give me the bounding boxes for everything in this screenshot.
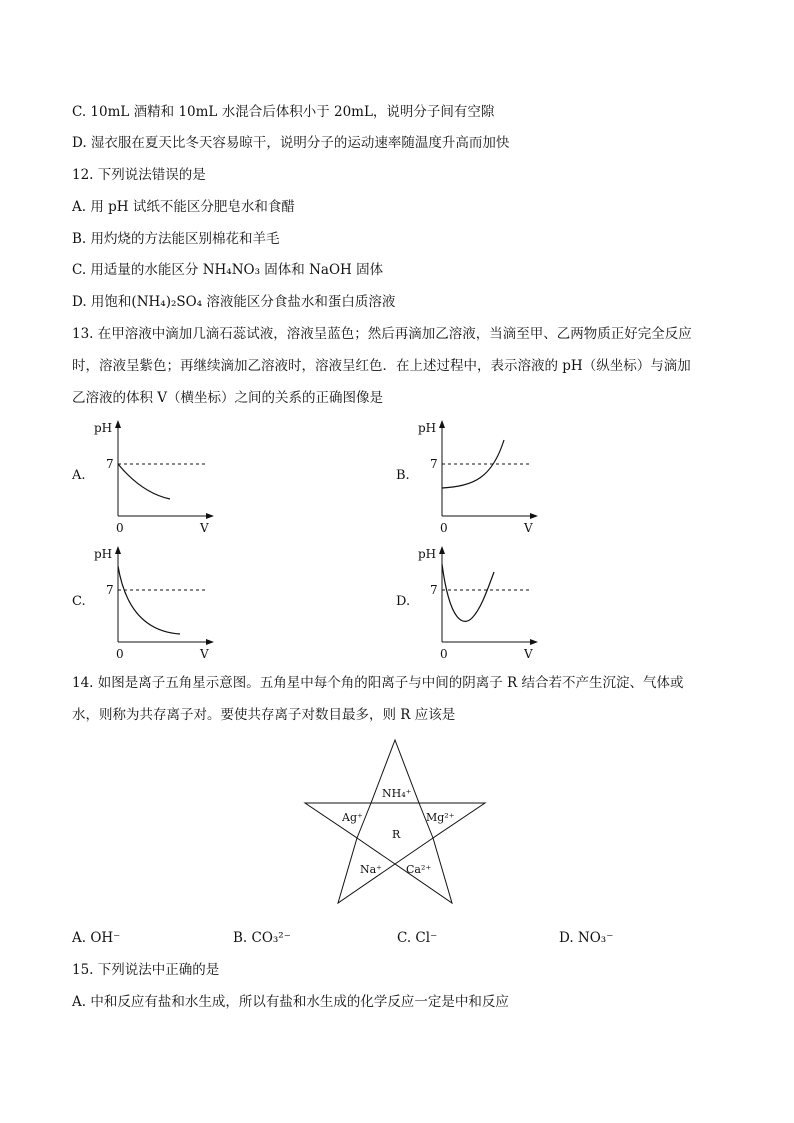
q14-option-a: A. OH⁻ xyxy=(72,930,121,946)
q14-stem-line-1: 14. 如图是离子五角星示意图。五角星中每个角的阳离子与中间的阴离子 R 结合若不产生沉淀、气体或 xyxy=(72,675,684,691)
q11-option-c: C. 10mL 酒精和 10mL 水混合后体积小于 20mL，说明分子间有空隙 xyxy=(72,104,495,120)
graph-a-xlabel: V xyxy=(200,521,209,535)
q12-stem: 12. 下列说法错误的是 xyxy=(72,167,206,183)
graph-c-label: C. xyxy=(72,594,86,609)
graph-a-ref: 7 xyxy=(106,457,114,471)
graph-d-label: D. xyxy=(396,594,411,609)
graph-d-xlabel: V xyxy=(524,647,533,661)
graph-c-ylabel: pH xyxy=(94,547,113,561)
graph-d-ref: 7 xyxy=(430,583,438,597)
star-right-ion: Mg²⁺ xyxy=(426,811,455,824)
graph-c-ref: 7 xyxy=(106,583,114,597)
graph-b-ref: 7 xyxy=(430,457,438,471)
q15-stem: 15. 下列说法中正确的是 xyxy=(72,962,220,978)
graph-a-origin: 0 xyxy=(116,521,124,535)
q13-stem-line-1: 13. 在甲溶液中滴加几滴石蕊试液，溶液呈蓝色；然后再滴加乙溶液，当滴至甲、乙两物质正好完全反应 xyxy=(72,326,692,342)
q14-option-d: D. NO₃⁻ xyxy=(559,930,614,946)
graph-a xyxy=(90,418,220,538)
q13-stem-line-3: 乙溶液的体积 V（横坐标）之间的关系的正确图像是 xyxy=(72,390,384,406)
q13-stem-line-2: 时，溶液呈紫色；再继续滴加乙溶液时，溶液呈红色．在上述过程中，表示溶液的 pH（纵坐标）与滴加 xyxy=(72,358,691,374)
q14-option-b: B. CO₃²⁻ xyxy=(233,930,291,946)
q12-option-d: D. 用饱和(NH₄)₂SO₄ 溶液能区分食盐水和蛋白质溶液 xyxy=(72,294,396,310)
q11-option-d: D. 湿衣服在夏天比冬天容易晾干，说明分子的运动速率随温度升高而加快 xyxy=(72,135,510,151)
graph-b xyxy=(414,418,544,538)
graph-b-ylabel: pH xyxy=(418,421,437,435)
graph-c-origin: 0 xyxy=(116,647,124,661)
q12-option-b: B. 用灼烧的方法能区别棉花和羊毛 xyxy=(72,231,280,247)
graph-a-label: A. xyxy=(72,468,86,483)
graph-a-ylabel: pH xyxy=(94,421,113,435)
graph-b-label: B. xyxy=(396,468,410,483)
star-top-ion: NH₄⁺ xyxy=(382,787,412,800)
graph-d-ylabel: pH xyxy=(418,547,437,561)
graph-c-xlabel: V xyxy=(200,647,209,661)
graph-d-origin: 0 xyxy=(440,647,448,661)
graph-b-origin: 0 xyxy=(440,521,448,535)
star-bottom-left-ion: Na⁺ xyxy=(360,863,382,876)
q12-option-c: C. 用适量的水能区分 NH₄NO₃ 固体和 NaOH 固体 xyxy=(72,262,384,278)
graph-b-xlabel: V xyxy=(524,521,533,535)
graph-d xyxy=(414,544,544,664)
q12-option-a: A. 用 pH 试纸不能区分肥皂水和食醋 xyxy=(72,199,295,215)
q14-stem-line-2: 水，则称为共存离子对。要使共存离子对数目最多，则 R 应该是 xyxy=(72,707,456,723)
ion-star-diagram xyxy=(300,735,490,905)
star-bottom-right-ion: Ca²⁺ xyxy=(406,863,432,876)
star-left-ion: Ag⁺ xyxy=(342,811,363,824)
q14-option-c: C. Cl⁻ xyxy=(397,930,438,946)
graph-c xyxy=(90,544,220,664)
q15-option-a: A. 中和反应有盐和水生成，所以有盐和水生成的化学反应一定是中和反应 xyxy=(72,994,509,1010)
star-center-anion: R xyxy=(392,828,401,841)
